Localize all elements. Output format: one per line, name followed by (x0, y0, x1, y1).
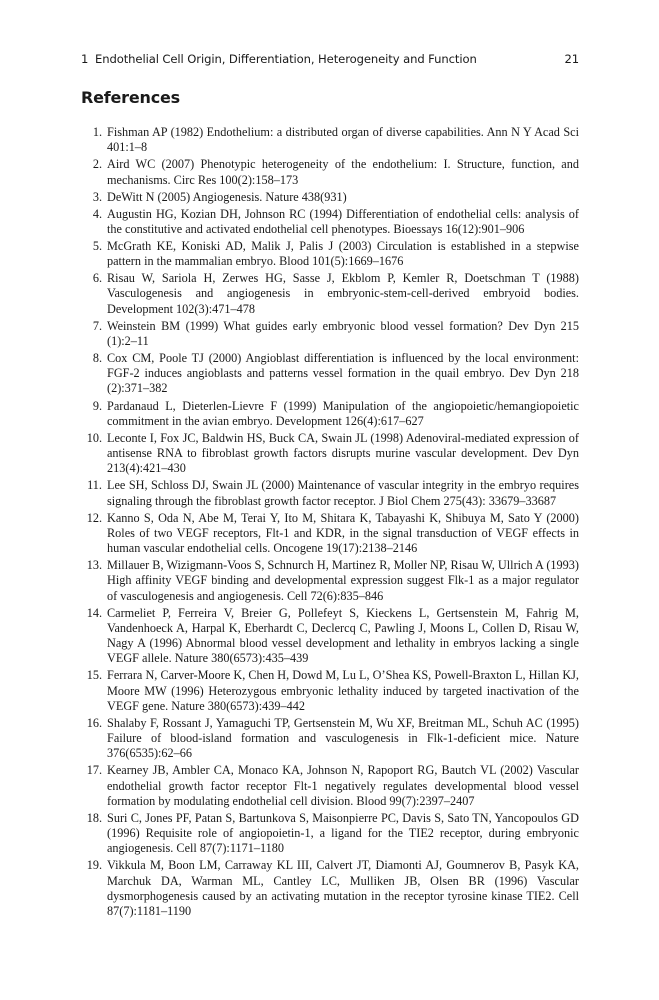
reference-item (81, 271, 579, 317)
reference-number: 19. (86, 858, 102, 873)
reference-number: 8. (92, 351, 102, 366)
chapter-number: 1 (81, 52, 89, 66)
reference-text: Pardanaud L, Dieterlen-Lievre F (1999) Manipulation of the angiopoietic/hemangiopoietic commitment in the avian embryo. Development 126(4):617–627 (107, 398, 579, 428)
reference-item (81, 668, 579, 714)
reference-item (81, 558, 579, 604)
reference-number: 2. (92, 157, 102, 172)
reference-item (81, 351, 579, 397)
reference-item (81, 125, 579, 155)
reference-number: 1. (92, 125, 102, 139)
reference-number: 15. (86, 668, 102, 683)
reference-item (81, 478, 579, 508)
reference-item (81, 399, 579, 429)
chapter-heading (81, 52, 477, 66)
reference-text: Millauer B, Wizigmann-Voos S, Schnurch H, Martinez R, Moller NP, Risau W, Ullrich A (1993) High affinity VEGF binding and developmental expression suggest Flk-1 as a major regulator of vasculogenesis and angiogenesis. Cell 72(6):835–846 (107, 558, 579, 603)
page-number: 21 (564, 52, 579, 66)
reference-text: McGrath KE, Koniski AD, Malik J, Palis J (2003) Circulation is established in a stepwise pattern in the mammalian embryo. Blood 101(5):1669–1676 (107, 238, 579, 269)
reference-text: Fishman AP (1982) Endothelium: a distributed organ of diverse capabilities. Ann N Y Acad Sci 401:1–8 (107, 125, 579, 155)
reference-text: Kearney JB, Ambler CA, Monaco KA, Johnson N, Rapoport RG, Bautch VL (2002) Vascular endothelial growth factor receptor Flt-1 negatively regulates developmental blood vessel formation by modulating endothelial cell division. Blood 99(7):2397–2407 (107, 763, 579, 808)
reference-text: Leconte I, Fox JC, Baldwin HS, Buck CA, Swain JL (1998) Adenoviral-mediated expression of antisense RNA to fibroblast growth factors disrupts murine vascular development. Dev Dyn 213(4):421–430 (107, 430, 579, 476)
reference-number: 4. (92, 206, 102, 221)
reference-text: Risau W, Sariola H, Zerwes HG, Sasse J, Ekblom P, Kemler R, Doetschman T (1988) Vasculogenesis and angiogenesis in embryonic-stem-cell-derived embryoid bodies. Development 102(3):471–478 (107, 271, 579, 316)
reference-number: 9. (92, 398, 102, 413)
reference-item (81, 239, 579, 269)
reference-item (81, 190, 579, 205)
reference-number: 13. (86, 558, 102, 573)
reference-number: 7. (92, 318, 102, 333)
section-title: References (81, 88, 180, 107)
reference-item (81, 606, 579, 667)
reference-item (81, 716, 579, 762)
reference-item (81, 157, 579, 187)
reference-text: Carmeliet P, Ferreira V, Breier G, Pollefeyt S, Kieckens L, Gertsenstein M, Fahrig M, Vandenhoeck A, Harpal K, Eberhardt C, Declercq C, Pawling J, Moons L, Collen D, Risau W, Nagy A (1996) Abnormal blood vessel development and lethality in embryos lacking a single VEGF allele. Nature 380(6573):435–439 (107, 605, 579, 666)
reference-number: 12. (86, 510, 102, 525)
reference-item (81, 319, 579, 349)
running-header (81, 52, 579, 70)
reference-list (81, 125, 579, 921)
reference-text: Augustin HG, Kozian DH, Johnson RC (1994) Differentiation of endothelial cells: analysis of the constitutive and activated endothelial cell phenotypes. Bioessays 16(12):901–906 (107, 206, 579, 236)
reference-item (81, 811, 579, 857)
reference-text: Lee SH, Schloss DJ, Swain JL (2000) Maintenance of vascular integrity in the embryo requires signaling through the fibroblast growth factor receptor. J Biol Chem 275(43): 33679–33687 (107, 478, 579, 508)
reference-number: 3. (92, 189, 102, 204)
reference-number: 17. (86, 763, 102, 778)
reference-item (81, 511, 579, 557)
reference-text: DeWitt N (2005) Angiogenesis. Nature 438(931) (107, 189, 347, 204)
reference-text: Kanno S, Oda N, Abe M, Terai Y, Ito M, Shitara K, Tabayashi K, Shibuya M, Sato Y (2000) Roles of two VEGF receptors, Flt-1 and KDR, in the signal transduction of VEGF effects in human vascular endothelial cells. Oncogene 19(17):2138–2146 (107, 510, 579, 556)
reference-number: 10. (86, 430, 102, 445)
chapter-title: Endothelial Cell Origin, Differentiation, Heterogeneity and Function (95, 52, 477, 66)
reference-item (81, 763, 579, 809)
reference-number: 14. (86, 605, 102, 620)
reference-item (81, 431, 579, 477)
reference-text: Shalaby F, Rossant J, Yamaguchi TP, Gertsenstein M, Wu XF, Breitman ML, Schuh AC (1995) Failure of blood-island formation and vasculogenesis in Flk-1-deficient mice. Nature 376(6535):62–66 (107, 715, 579, 761)
reference-number: 5. (92, 238, 102, 253)
reference-number: 16. (86, 715, 102, 730)
reference-item (81, 858, 579, 919)
reference-text: Ferrara N, Carver-Moore K, Chen H, Dowd M, Lu L, O’Shea KS, Powell-Braxton L, Hillan KJ, Moore MW (1996) Heterozygous embryonic lethality induced by targeted inactivation of the VEGF gene. Nature 380(6573):439–442 (107, 668, 579, 713)
reference-text: Aird WC (2007) Phenotypic heterogeneity of the endothelium: I. Structure, function, and mechanisms. Circ Res 100(2):158–173 (107, 157, 579, 187)
reference-text: Weinstein BM (1999) What guides early embryonic blood vessel formation? Dev Dyn 215 (1):2–11 (107, 318, 579, 348)
reference-text: Suri C, Jones PF, Patan S, Bartunkova S, Maisonpierre PC, Davis S, Sato TN, Yancopoulos GD (1996) Requisite role of angiopoietin-1, a ligand for the TIE2 receptor, during embryonic angiogenesis. Cell 87(7):1171–1180 (107, 810, 579, 856)
reference-text: Cox CM, Poole TJ (2000) Angioblast differentiation is influenced by the local environment: FGF-2 induces angioblasts and patterns vessel formation in the quail embryo. Dev Dyn 218 (2):371–382 (107, 351, 579, 396)
reference-text: Vikkula M, Boon LM, Carraway KL III, Calvert JT, Diamonti AJ, Goumnerov B, Pasyk KA, Marchuk DA, Warman ML, Cantley LC, Mulliken JB, Olsen BR (1996) Vascular dysmorphogenesis caused by an activating mutation in the receptor tyrosine kinase TIE2. Cell 87(7):1181–1190 (107, 858, 579, 918)
reference-number: 11. (87, 478, 102, 493)
reference-number: 18. (86, 810, 102, 825)
reference-number: 6. (92, 271, 102, 286)
reference-item (81, 207, 579, 237)
